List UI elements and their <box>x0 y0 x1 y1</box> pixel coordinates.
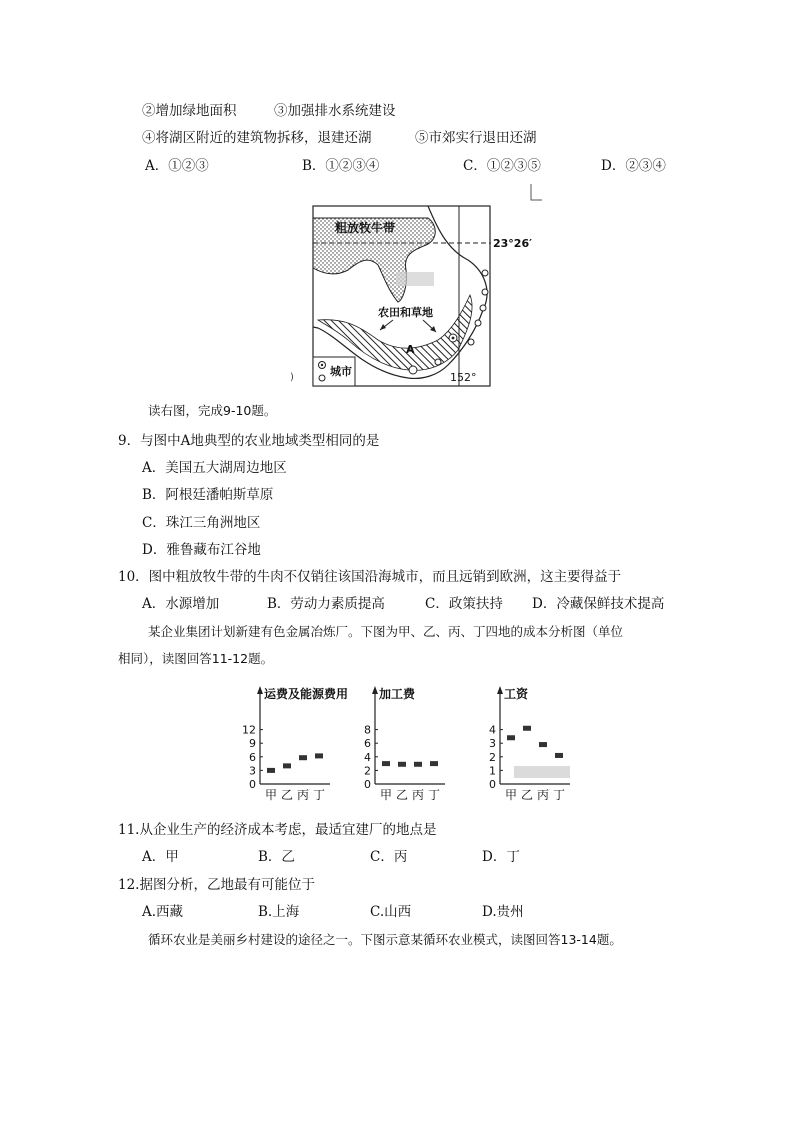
q8-choice-c: C．①②③⑤ <box>463 158 541 174</box>
city-marker <box>482 289 488 295</box>
q8-option-2: ②增加绿地面积 <box>142 103 237 119</box>
chart-point <box>523 726 531 731</box>
chart-y-tick-label: 12 <box>242 723 256 737</box>
chart-y-tick-label: 4 <box>364 750 371 764</box>
chart-title: 运费及能源费用 <box>264 687 349 701</box>
q10-option-c: C．政策扶持 <box>425 596 503 612</box>
chart-title: 加工费 <box>379 687 416 701</box>
label-latitude: 23°26′ <box>493 237 533 250</box>
chart-y-tick-label: 6 <box>249 750 256 764</box>
intro-13-14: 循环农业是美丽乡村建设的途径之一。下图示意某循环农业模式，读图回答13-14题。 <box>148 932 622 947</box>
q10-option-b: B．劳动力素质提高 <box>267 596 385 612</box>
blurred-label <box>396 272 434 286</box>
chart-y-arrow <box>257 686 263 694</box>
legend-city-label: 城市 <box>330 365 352 378</box>
chart-y-arrow <box>497 686 503 694</box>
city-marker <box>435 359 441 365</box>
chart-point <box>414 762 422 767</box>
australia-map <box>288 200 533 392</box>
chart-point <box>507 735 515 740</box>
chart-y-tick-label: 2 <box>489 750 496 764</box>
chart-point <box>283 763 291 768</box>
chart-y-arrow <box>372 686 378 694</box>
chart-point <box>382 761 390 766</box>
chart-x-tick-label: 乙 <box>520 788 534 802</box>
chart-title: 工资 <box>504 687 529 701</box>
chart-point <box>267 768 275 773</box>
chart-point <box>555 753 563 758</box>
chart-point <box>299 755 307 760</box>
q10-stem: 10．图中粗放牧牛带的牛肉不仅销往该国沿海城市，而且远销到欧洲，这主要得益于 <box>118 569 622 585</box>
q8-choice-a: A．①②③ <box>145 158 209 174</box>
chart-x-tick-label: 乙 <box>280 788 294 802</box>
q11-option-b: B．乙 <box>258 849 295 865</box>
chart-y-tick-label: 4 <box>489 723 496 737</box>
q9-option-d: D．雅鲁藏布江谷地 <box>142 542 261 558</box>
q11-stem: 11.从企业生产的经济成本考虑，最适宜建厂的地点是 <box>118 822 437 838</box>
label-farm: 农田和草地 <box>378 306 433 319</box>
label-a: A <box>406 343 415 356</box>
q11-option-a: A．甲 <box>142 849 179 865</box>
q9-option-a: A．美国五大湖周边地区 <box>142 460 287 476</box>
chart-y-tick-label: 3 <box>489 737 496 751</box>
chart-point <box>430 761 438 766</box>
chart-y-tick-label: 9 <box>249 737 256 751</box>
q9-option-b: B．阿根廷潘帕斯草原 <box>142 487 274 503</box>
q12-option-d: D.贵州 <box>482 904 524 920</box>
chart-y-tick-label: 2 <box>364 764 371 778</box>
chart-point <box>539 742 547 747</box>
corner-mark <box>528 184 544 202</box>
chart-y-tick-label: 6 <box>364 737 371 751</box>
q11-option-c: C．丙 <box>370 849 408 865</box>
chart-point <box>398 762 406 767</box>
chart-x-tick-label: 丙 <box>296 788 310 802</box>
q8-choice-d: D．②③④ <box>601 158 666 174</box>
city-marker <box>409 366 417 374</box>
blurred-patch <box>514 766 570 778</box>
chart-y-tick-label: 0 <box>364 778 371 791</box>
chart-x-tick-label: 丁 <box>552 788 566 802</box>
chart-x-tick-label: 丁 <box>427 788 441 802</box>
q12-option-b: B.上海 <box>258 904 300 920</box>
chart-x-tick-label: 丁 <box>312 788 326 802</box>
chart-y-tick-label: 0 <box>489 778 496 791</box>
chart-x-tick-label: 乙 <box>395 788 409 802</box>
chart-y-tick-label: 8 <box>364 723 371 737</box>
q9-option-c: C．珠江三角洲地区 <box>142 515 261 531</box>
label-pasture: 粗放牧牛带 <box>335 221 396 235</box>
chart-x-tick-label: 甲 <box>379 788 393 802</box>
q8-option-line1 <box>142 102 237 120</box>
chart-y-tick-label: 1 <box>489 764 496 778</box>
q12-option-a: A.西藏 <box>142 904 184 920</box>
city-marker <box>475 320 481 326</box>
q10-option-d: D．冷藏保鲜技术提高 <box>532 596 665 612</box>
q10-option-a: A．水源增加 <box>142 596 220 612</box>
q12-option-c: C.山西 <box>370 904 412 920</box>
chart-y-tick-label: 3 <box>249 764 256 778</box>
intro-11-12-line1: 某企业集团计划新建有色金属冶炼厂。下图为甲、乙、丙、丁四地的成本分析图（单位 <box>148 624 624 639</box>
svg-text:): ) <box>290 372 294 383</box>
chart-x-tick-label: 丙 <box>411 788 425 802</box>
q8-option-5: ⑤市郊实行退田还湖 <box>415 130 537 146</box>
chart-x-tick-label: 丙 <box>536 788 550 802</box>
cost-charts <box>240 680 610 810</box>
q8-option-3: ③加强排水系统建设 <box>274 103 396 119</box>
q11-option-d: D．丁 <box>482 849 520 865</box>
q9-stem: 9．与图中A地典型的农业地域类型相同的是 <box>118 433 380 449</box>
chart-x-tick-label: 甲 <box>264 788 278 802</box>
label-longitude: 152° <box>450 371 477 384</box>
intro-11-12-line2: 相同），读图回答11-12题。 <box>118 651 274 666</box>
chart-x-tick-label: 甲 <box>504 788 518 802</box>
chart-point <box>315 753 323 758</box>
q12-stem: 12.据图分析，乙地最有可能位于 <box>118 877 315 893</box>
intro-9-10: 读右图，完成9-10题。 <box>148 403 277 418</box>
q8-choice-b: B．①②③④ <box>302 158 380 174</box>
chart-y-tick-label: 0 <box>249 778 256 791</box>
city-marker <box>468 339 474 345</box>
q8-option-4: ④将湖区附近的建筑物拆移，退建还湖 <box>142 130 372 146</box>
city-marker <box>480 305 486 311</box>
city-marker <box>482 270 488 276</box>
